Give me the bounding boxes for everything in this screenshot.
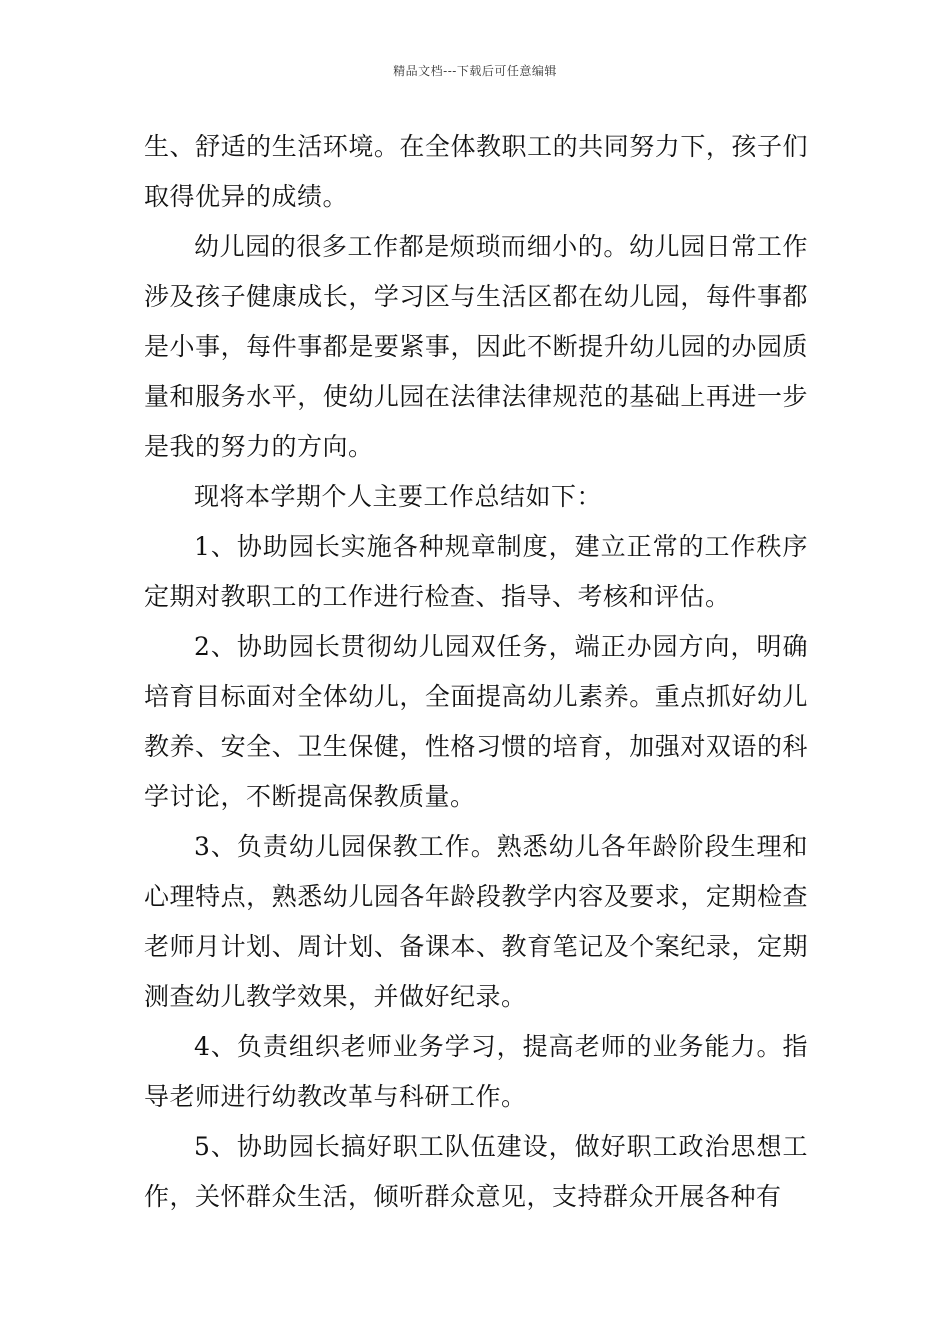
paragraph: 现将本学期个人主要工作总结如下：: [194, 482, 603, 511]
list-item: 5、协助园长搞好职工队伍建设，做好职工政治思想工作，关怀群众生活，倾听群众意见，支持群众开展各种有: [144, 1132, 808, 1211]
paragraph-continuation: 生、舒适的生活环境。在全体教职工的共同努力下，孩子们取得优异的成绩。: [144, 132, 808, 211]
list-item: 4、负责组织老师业务学习，提高老师的业务能力。指导老师进行幼教改革与科研工作。: [144, 1032, 808, 1111]
page-header: 精品文档---下载后可任意编辑: [393, 64, 557, 78]
list-item: 1、协助园长实施各种规章制度，建立正常的工作秩序定期对教职工的工作进行检查、指导、考核和评估。: [144, 532, 808, 611]
paragraph: 幼儿园的很多工作都是烦琐而细小的。幼儿园日常工作涉及孩子健康成长，学习区与生活区都在幼儿园，每件事都是小事，每件事都是要紧事，因此不断提升幼儿园的办园质量和服务水平，使幼儿园在法律法律规范的基础上再进一步是我的努力的方向。: [144, 232, 808, 461]
document-body: [144, 122, 808, 1222]
list-item: 2、协助园长贯彻幼儿园双任务，端正办园方向，明确培育目标面对全体幼儿，全面提高幼儿素养。重点抓好幼儿教养、安全、卫生保健，性格习惯的培育，加强对双语的科学讨论，不断提高保教质量。: [144, 632, 808, 811]
list-item: 3、负责幼儿园保教工作。熟悉幼儿各年龄阶段生理和心理特点，熟悉幼儿园各年龄段教学内容及要求，定期检查老师月计划、周计划、备课本、教育笔记及个案纪录，定期测查幼儿教学效果，并做好纪录。: [144, 832, 808, 1011]
